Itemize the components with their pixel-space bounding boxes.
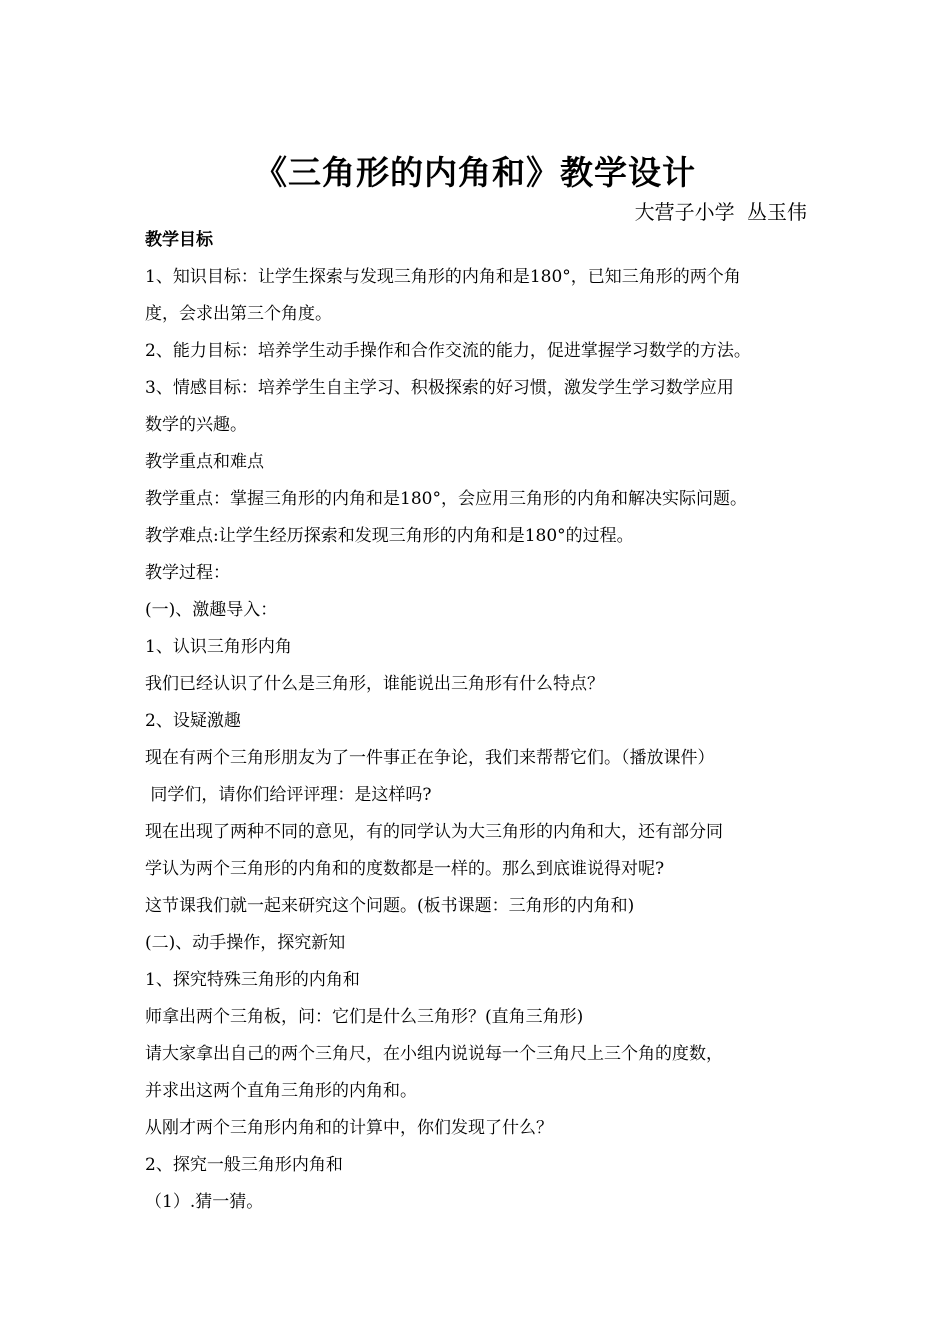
subsection-heading: (二)、动手操作，探究新知 [145, 933, 346, 953]
paragraph-line: 请大家拿出自己的两个三角尺，在小组内说说每一个三角尺上三个角的度数， [145, 1044, 723, 1064]
document-author: 大营子小学 丛玉伟 [634, 200, 807, 224]
paragraph-line: 2、能力目标：培养学生动手操作和合作交流的能力，促进掌握学习数学的方法。 [145, 341, 751, 361]
paragraph-line: 2、设疑激趣 [145, 711, 241, 731]
paragraph-line: 1、知识目标：让学生探索与发现三角形的内角和是180°，已知三角形的两个角 [145, 267, 741, 287]
subsection-heading: (一)、激趣导入： [145, 600, 278, 620]
paragraph-line: （1）.猜一猜。 [145, 1192, 264, 1212]
paragraph-line: 1、探究特殊三角形的内角和 [145, 970, 360, 990]
document-body [145, 222, 825, 1221]
paragraph-line: 我们已经认识了什么是三角形，谁能说出三角形有什么特点？ [145, 674, 604, 694]
document-title: 《三角形的内角和》教学设计 [254, 153, 696, 192]
paragraph-line: 现在有两个三角形朋友为了一件事正在争论，我们来帮帮它们。（播放课件） [145, 748, 715, 768]
paragraph-line: 教学重点：掌握三角形的内角和是180°，会应用三角形的内角和解决实际问题。 [145, 489, 747, 509]
paragraph-line: 从刚才两个三角形内角和的计算中，你们发现了什么？ [145, 1118, 553, 1138]
paragraph-line: 并求出这两个直角三角形的内角和。 [145, 1081, 417, 1101]
paragraph-line: 数学的兴趣。 [145, 415, 247, 435]
paragraph-line: 1、认识三角形内角 [145, 637, 292, 657]
paragraph-line: 同学们，请你们给评评理：是这样吗? [145, 785, 432, 805]
paragraph-line: 现在出现了两种不同的意见，有的同学认为大三角形的内角和大，还有部分同 [145, 822, 723, 842]
paragraph-line: 2、探究一般三角形内角和 [145, 1155, 343, 1175]
paragraph-line: 这节课我们就一起来研究这个问题。(板书课题：三角形的内角和) [145, 896, 635, 916]
paragraph-line: 3、情感目标：培养学生自主学习、积极探索的好习惯，激发学生学习数学应用 [145, 378, 734, 398]
section-heading-objectives: 教学目标 [145, 230, 213, 250]
paragraph-line: 教学难点:让学生经历探索和发现三角形的内角和是180°的过程。 [145, 526, 634, 546]
section-heading-key-points: 教学重点和难点 [145, 452, 264, 472]
paragraph-line: 师拿出两个三角板，问：它们是什么三角形？(直角三角形) [145, 1007, 584, 1027]
section-heading-process: 教学过程： [145, 563, 230, 583]
paragraph-line: 度，会求出第三个角度。 [145, 304, 332, 324]
paragraph-line: 学认为两个三角形的内角和的度数都是一样的。那么到底谁说得对呢? [145, 859, 665, 879]
